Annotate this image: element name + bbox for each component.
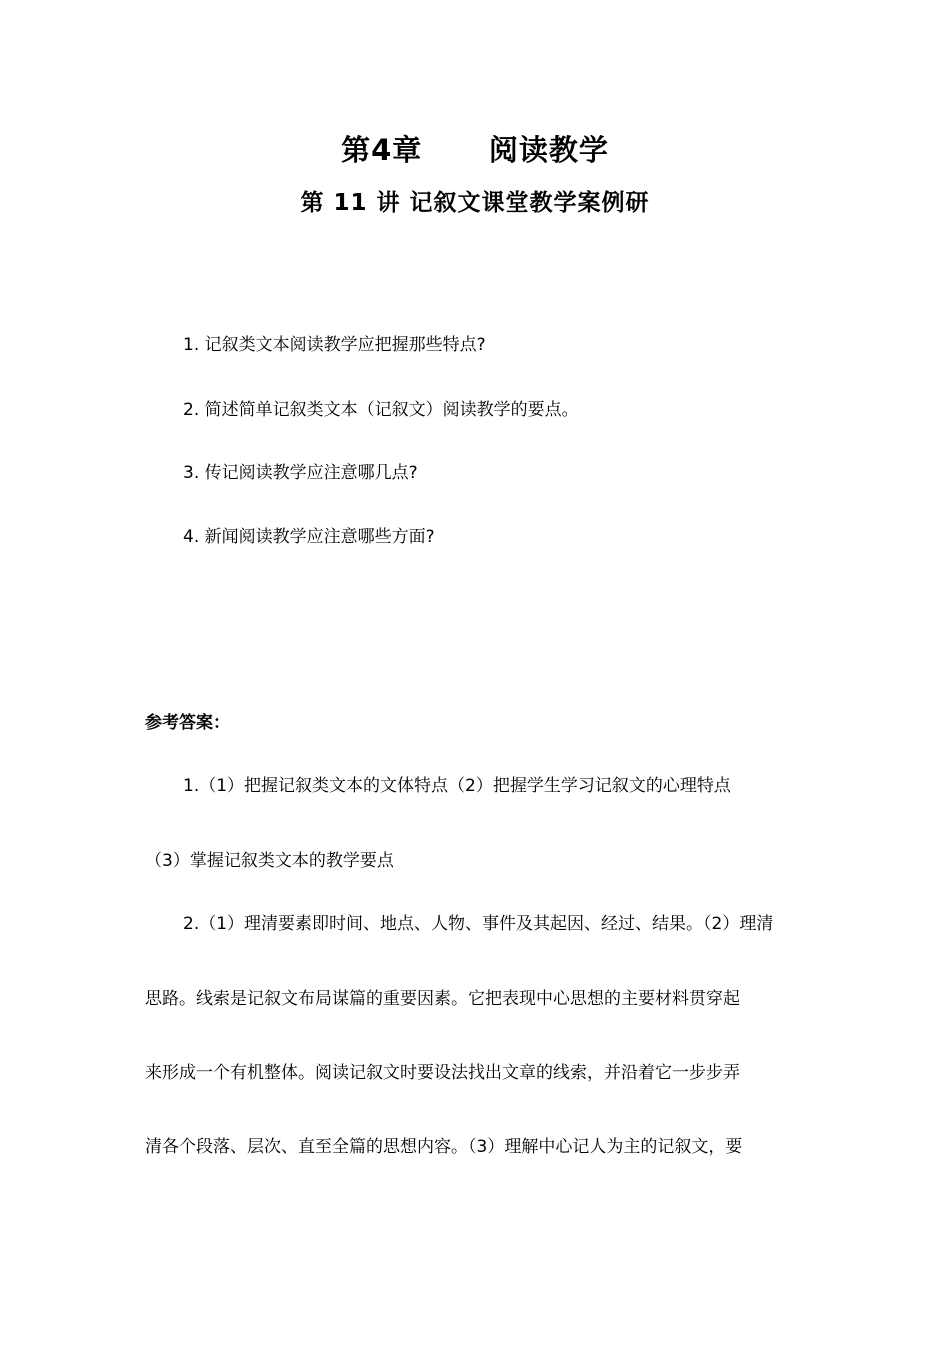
chapter-title: 第4章 阅读教学 <box>341 133 609 167</box>
question-item: 4. 新闻阅读教学应注意哪些方面? <box>183 527 435 547</box>
answer-line: 思路。线索是记叙文布局谋篇的重要因素。它把表现中心思想的主要材料贯穿起 <box>145 989 740 1009</box>
question-item: 2. 简述简单记叙类文本（记叙文）阅读教学的要点。 <box>183 400 579 420</box>
lecture-title: 第 11 讲 记叙文课堂教学案例研 <box>300 190 650 216</box>
answer-line: （3）掌握记叙类文本的教学要点 <box>145 851 394 871</box>
answer-line: 清各个段落、层次、直至全篇的思想内容。（3）理解中心记人为主的记叙文，要 <box>145 1137 743 1157</box>
question-item: 1. 记叙类文本阅读教学应把握那些特点? <box>183 335 486 355</box>
answer-line: 来形成一个有机整体。阅读记叙文时要设法找出文章的线索，并沿着它一步步弄 <box>145 1063 740 1083</box>
answer-line: 1.（1）把握记叙类文本的文体特点（2）把握学生学习记叙文的心理特点 <box>183 776 731 796</box>
question-item: 3. 传记阅读教学应注意哪几点? <box>183 463 418 483</box>
answer-heading: 参考答案： <box>145 713 230 733</box>
answer-line: 2.（1）理清要素即时间、地点、人物、事件及其起因、经过、结果。（2）理清 <box>183 914 774 934</box>
